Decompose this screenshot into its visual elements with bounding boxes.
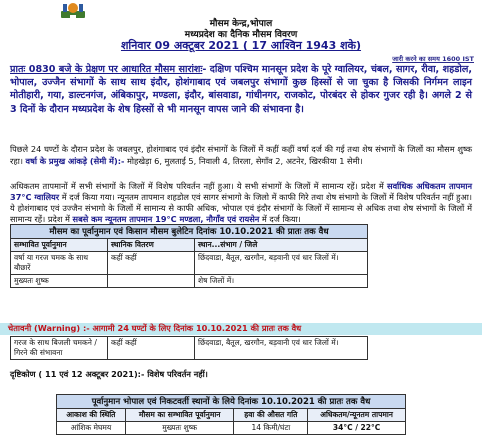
table-cell: छिंदवाडा, बैतूल, खरगौन, बड़वानी एवं धार जिलों में। bbox=[195, 337, 368, 360]
city-forecast-title: पूर्वानुमान भोपाल एवं निकटवर्ती स्थानों के लिये दिनांक 10.10.2021 की प्रातः तक वैध bbox=[57, 395, 406, 409]
temp-text-2: में दर्ज किया गया। bbox=[61, 192, 115, 202]
table-cell: वर्षा या गरज चमक के साथ बौछारें bbox=[11, 252, 108, 275]
header-cell: हवा की औसत गति bbox=[234, 409, 308, 422]
summary-body: - दक्षिण पश्चिम मानसून प्रदेश के पूरे ग्वालियर, चंबल, सागर, रीवा, शहडोल, भोपाल, उज्जैन संभागों के साथ साथ इंदौर, होशंगाबाद एवं जबलपुर संभागों कुछ हिस्सों से जा चुका है जिसकी निर्गमन लाइन मोतीहारी, गया, डाल्टनगंज, अंबिकापुर, मण्डला, इंदौर, बांसवाडा, गांधीनगर, राजकोट, पोरबंदर से होकर गुजर रही है। अगले 2 से 3 दिनों के दौरान मध्यप्रदेश के शेष हिस्सों से भी मानसून वापस जाने की संभावना है। bbox=[10, 64, 473, 115]
table-header-row bbox=[57, 409, 406, 422]
table-cell: मुख्यतः शुष्क bbox=[11, 275, 108, 288]
warning-label: चेतावनी (Warning) :- bbox=[8, 323, 90, 333]
temperature-paragraph bbox=[10, 181, 472, 225]
rain-figures-label: वर्षा के प्रमुख आंकड़े (सेमी में):- bbox=[25, 156, 125, 167]
issue-time: जारी करने का समय 1600 IST bbox=[392, 55, 474, 63]
table-cell: कहीं कहीं bbox=[108, 337, 195, 360]
table-cell: गरज के साथ बिजली चमकने / गिरने की संभावना bbox=[11, 337, 108, 360]
table-row bbox=[11, 252, 368, 275]
table-cell: छिंदवाडा, बैतूल, खरगौन, बड़वानी एवं धार जिलों में। bbox=[195, 252, 368, 275]
rain-figures-values: मोहखेड़ा 6, मुलताई 5, निवाली 4, तिरला, सेगाँव 2, अटनेर, खिरकीया 1 सेमी। bbox=[124, 156, 363, 167]
min-temp-label: सबसे कम न्यूनतम तापमान 19°C मण्डला, नौगाँव एवं रायसेन bbox=[72, 214, 260, 224]
max-temp-label: सर्वाधिक अधिकतम तापमान 37°C ग्वालियर bbox=[10, 181, 472, 202]
rain-text: पिछले 24 घण्टों के दौरान प्रदेश के जबलपुर, होशंगाबाद एवं इंदौर संभागों के जिलों में कहीं कहीं वर्षा दर्ज की गई तथा शेष संभागों के जिलों का मौसम शुष्क रहा। bbox=[10, 144, 472, 167]
header-cell: अधिकतम/न्यूनतम तापमान bbox=[308, 409, 406, 422]
table-header-row bbox=[11, 239, 368, 252]
header-cell: मौसम का सम्भावित पूर्वानुमान bbox=[125, 409, 234, 422]
table-cell: मुख्यतः शुष्क bbox=[125, 422, 234, 435]
table-row bbox=[11, 337, 368, 360]
table-cell bbox=[108, 275, 195, 288]
office-title: मौसम केन्द्र,भोपाल bbox=[209, 19, 273, 29]
table-cell: 14 किमी/घंटा bbox=[234, 422, 308, 435]
report-subtitle: मध्यप्रदेश का दैनिक मौसम विवरण bbox=[184, 30, 298, 40]
forecast-title: मौसम का पूर्वानुमान एवं किसान मौसम बुलेटिन दिनांक 10.10.2021 की प्रातः तक वैध bbox=[11, 225, 368, 239]
warning-table bbox=[10, 336, 368, 360]
table-cell: आंशिक मेघमय bbox=[57, 422, 126, 435]
warning-text: आगामी 24 घण्टों के लिए दिनांक 10.10.2021 की प्रातः तक वैध bbox=[92, 323, 302, 333]
temp-text-3: न्यूनतम तापमान शहडोल एवं सागर संभागो के जिलो में काफी गिरे तथा शेष संभागो के जिलों में विशेष परिवर्तन नहीं हुआ। ये होशंगाबाद एवं उज्जैन संभागो के जिलों में सामान्य से काफी अधिक, भोपाल एवं इंदौर संभागों के जिलों में सामान्य से अधिक तथा शेष संभागों के जिलों में सामान्य रहें। प्रदेश में bbox=[10, 192, 473, 224]
table-cell: कहीं कहीं bbox=[108, 252, 195, 275]
table-row bbox=[57, 422, 406, 435]
temp-text-1: अधिकतम तापमानों में सभी संभागों के जिलों में विशेष परिवर्तन नहीं हुआ। ये सभी संभागों के जिलों में सामान्य रहें। प्रदेश में bbox=[10, 181, 384, 191]
warning-line bbox=[8, 323, 301, 334]
header-cell: आकाश की स्थिति bbox=[57, 409, 126, 422]
outlook-text: दृष्टिकोण ( 11 एवं 12 अक्टूबर 2021):- विशेष परिवर्तन नहीं। bbox=[10, 369, 208, 379]
table-cell: शेष जिलों में। bbox=[195, 275, 368, 288]
header-cell: स्थानिक वितरण bbox=[108, 239, 195, 252]
table-row bbox=[11, 275, 368, 288]
table-cell: 34°C / 22°C bbox=[308, 422, 406, 435]
city-forecast-table bbox=[56, 394, 406, 435]
header-cell: सम्भावित पूर्वानुमान bbox=[11, 239, 108, 252]
weather-summary bbox=[10, 63, 472, 116]
rainfall-paragraph bbox=[10, 143, 472, 168]
temp-text-4: में दर्ज किया। bbox=[261, 214, 301, 224]
forecast-table bbox=[10, 224, 368, 288]
header-cell: स्थान...संभाग / जिले bbox=[195, 239, 368, 252]
report-date: शनिवार 09 अक्टूबर 2021 ( 17 आश्विन 1943 शके) bbox=[120, 39, 362, 52]
summary-lead: प्रातः 0830 बजे के प्रेक्षण पर आधारित मौसम सारांशः bbox=[10, 64, 203, 75]
